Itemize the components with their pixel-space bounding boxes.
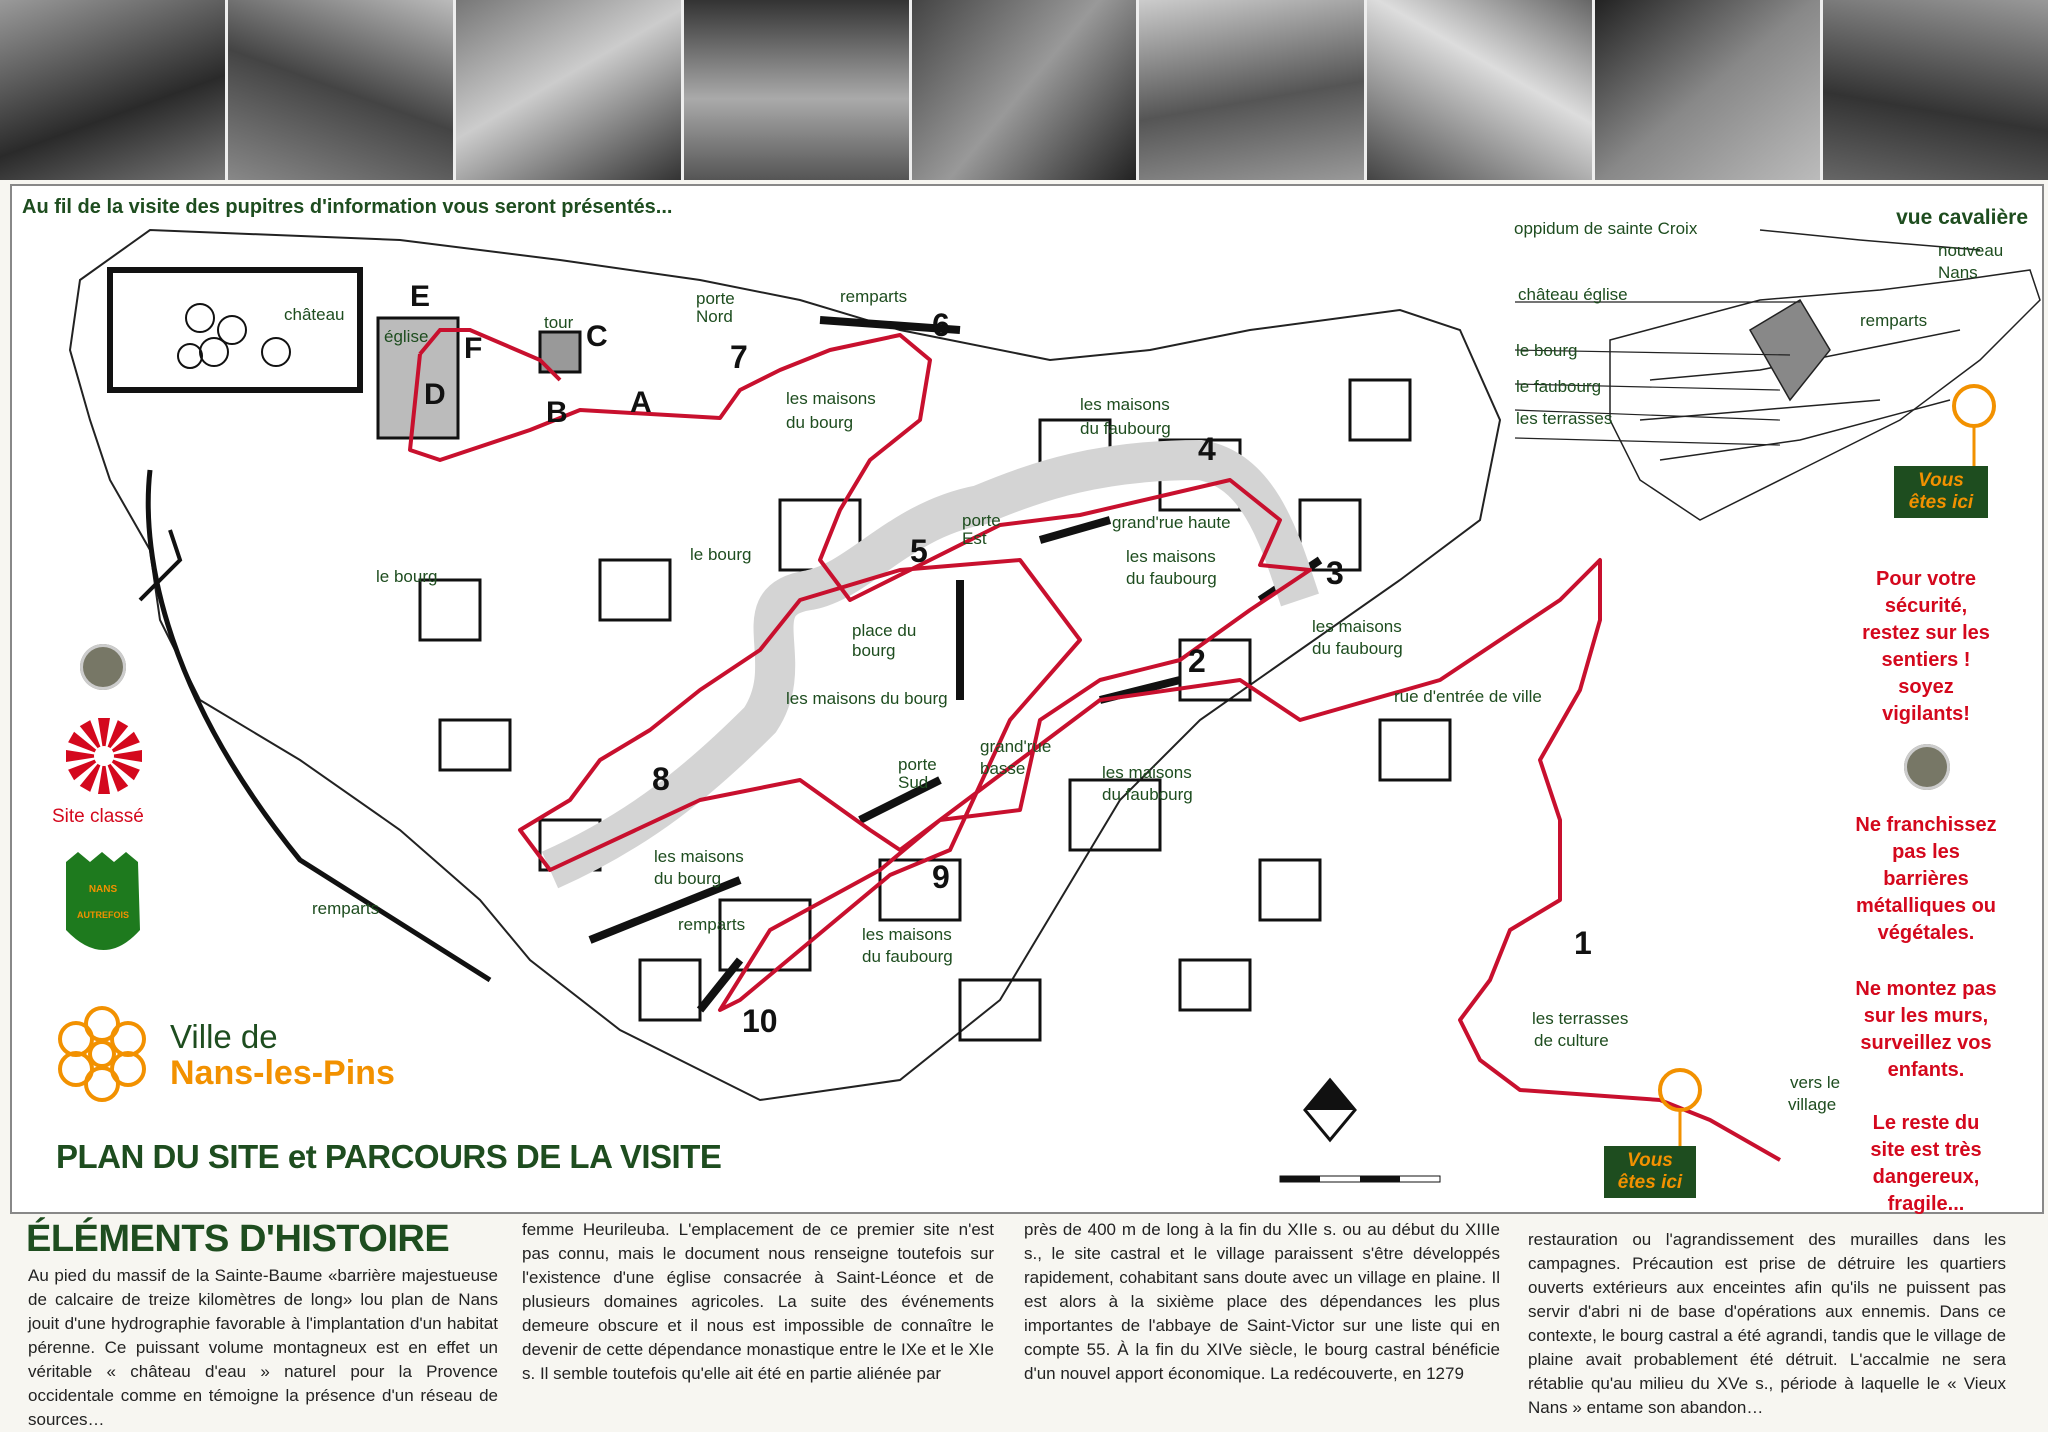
svg-text:êtes ici: êtes ici <box>1617 1172 1683 1193</box>
label-grand-rue-haute: grand'rue haute <box>1112 513 1231 532</box>
vue-label-terrasses: les terrasses <box>1516 409 1613 428</box>
label-porte-sud: Sud <box>898 773 929 792</box>
svg-text:NANS: NANS <box>88 884 118 895</box>
label-maisons-bourg: les maisons <box>786 389 876 408</box>
barrier-warning: Ne franchissez pas les barrières métalliques ou végétales. <box>1855 814 1997 944</box>
label-remparts: remparts <box>678 915 746 934</box>
history-section <box>0 1216 2048 1429</box>
vue-label-bourg: le bourg <box>1516 341 1578 360</box>
label-terrasses: les terrasses <box>1532 1009 1629 1028</box>
plaque-screw-icon <box>80 644 126 690</box>
label-vers-village: village <box>1788 1095 1837 1114</box>
stop-9: 9 <box>932 859 950 895</box>
label-maisons-faubourg: les maisons <box>1312 617 1402 636</box>
label-remparts: remparts <box>312 899 380 918</box>
label-porte-est: porte <box>962 511 1001 530</box>
letter-D: D <box>424 378 446 411</box>
label-chateau: château <box>284 305 345 324</box>
you-are-here-marker-bottom <box>1660 1070 1700 1110</box>
wall-segments <box>590 320 1320 1010</box>
stop-1: 1 <box>1574 925 1592 961</box>
history-column-2: femme Heurileuba. L'emplacement de ce premier site n'est pas connu, mais le document nous renseigne toutefois sur l'existence d'une église consacrée à Saint-Léonce et de plusieurs domaines agricoles. La suite des événements demeure obscure et il nous est impossible de connaître le devenir de cette dépendance monastique entre le IXe et le XIe s. Il semble toutefois qu'elle ait été en partie aliénée par <box>522 1220 994 1383</box>
ville-flower-logo-icon <box>60 1008 144 1100</box>
label-maisons-faubourg: les maisons <box>1080 395 1170 414</box>
north-arrow-icon <box>1305 1080 1355 1140</box>
label-maisons-faubourg: les maisons <box>1126 547 1216 566</box>
label-le-bourg: le bourg <box>690 545 752 564</box>
letter-F: F <box>464 332 483 365</box>
label-porte-est: Est <box>962 529 987 548</box>
history-column-1: Au pied du massif de la Sainte-Baume «barrière majestueuse de calcaire de treize kilomètres de long» lou plan de Nans jouit d'une hydrographie favorable à l'implantation d'un habitat pérenne. Ce puissant volume montagneux est en effet un véritable « château d'eau » naturel pour la Provence occidentale comme en témoigne la présence d'un réseau de sources… <box>28 1266 498 1429</box>
label-maisons-bourg: les maisons du bourg <box>786 689 948 708</box>
plaque-screw-icon <box>1904 744 1950 790</box>
you-are-here-badge-bottom <box>1604 1146 1696 1198</box>
label-remparts: remparts <box>840 287 908 306</box>
site-classe-icon <box>66 718 142 794</box>
label-place-bourg: bourg <box>852 641 896 660</box>
vue-label-nouveau: Nans <box>1938 263 1978 282</box>
stop-6: 6 <box>932 307 950 343</box>
stop-3: 3 <box>1326 555 1344 591</box>
label-porte-sud: porte <box>898 755 937 774</box>
ville-de-label: Ville de <box>170 1018 278 1055</box>
label-maisons-faubourg: du faubourg <box>1126 569 1217 588</box>
letter-E: E <box>410 280 431 313</box>
history-column-4: restauration ou l'agrandissement des murailles dans les campagnes. Précaution est prise de détruire les quartiers ouverts extérieurs aux enceintes afin qu'ils ne puissent pas servir d'abri ni de base d'opérations aux ennemis. Dans ce contexte, le bourg castral a été agrandi, tandis que le village de plaine avait probablement été détruit. L'accalmie ne sera rétablie qu'au milieu du XVe s., période à laquelle le « Vieux Nans » entame son abandon… <box>1528 1230 2006 1417</box>
stop-2: 2 <box>1188 643 1206 679</box>
label-maisons-faubourg: du faubourg <box>1080 419 1171 438</box>
label-maisons-faubourg: du faubourg <box>1102 785 1193 804</box>
castle-block <box>110 270 360 390</box>
label-maisons-bourg: du bourg <box>654 869 722 888</box>
site-classe-label: Site classé <box>52 806 144 827</box>
letter-A: A <box>630 386 652 419</box>
svg-text:êtes ici: êtes ici <box>1908 492 1974 513</box>
label-grand-rue-basse: basse <box>980 759 1026 778</box>
vue-label-oppidum: oppidum de sainte Croix <box>1514 219 1698 238</box>
castle-circles <box>178 304 290 368</box>
history-column-3: près de 400 m de long à la fin du XIIe s. ou au début du XIIIe s., le site castral et le village paraissent s'être développés rapidement, cohabitant sans doute avec un village en plaine. Il est alors à la sixième place des dépendances les plus importantes de l'abbaye de Saint-Victor sur une liste qui en compte 55. À la fin du XIVe siècle, le bourg castral bénéficie d'un nouvel apport économique. La redécouverte, en 1279 <box>1024 1220 1500 1383</box>
stop-4: 4 <box>1198 431 1216 467</box>
label-maisons-bourg: les maisons <box>654 847 744 866</box>
nans-autrefois-shield-icon <box>66 852 140 950</box>
vue-cavaliere-title: vue cavalière <box>1896 206 2028 229</box>
label-maisons-faubourg: du faubourg <box>1312 639 1403 658</box>
stop-8: 8 <box>652 761 670 797</box>
you-are-here-marker-top <box>1954 386 1994 426</box>
history-title: ÉLÉMENTS D'HISTOIRE <box>26 1218 450 1260</box>
letter-B: B <box>546 396 568 429</box>
label-le-bourg: le bourg <box>376 567 438 586</box>
vue-label-remparts: remparts <box>1860 311 1928 330</box>
stop-10: 10 <box>742 1003 778 1039</box>
stop-5: 5 <box>910 533 928 569</box>
label-rue-entree: rue d'entrée de ville <box>1394 687 1542 706</box>
label-maisons-faubourg: les maisons <box>1102 763 1192 782</box>
vue-label-chateau-eglise: château église <box>1518 285 1628 304</box>
plan-title: PLAN DU SITE et PARCOURS DE LA VISITE <box>56 1138 722 1175</box>
label-porte-nord: porte <box>696 289 735 308</box>
svg-text:Vous: Vous <box>1918 470 1964 491</box>
label-maisons-faubourg: les maisons <box>862 925 952 944</box>
svg-text:Vous: Vous <box>1627 1150 1673 1171</box>
letter-C: C <box>586 320 608 353</box>
walls-warning: Ne montez pas sur les murs, surveillez vos enfants. <box>1855 978 1997 1081</box>
label-terrasses: de culture <box>1534 1031 1609 1050</box>
label-maisons-bourg: du bourg <box>786 413 854 432</box>
vue-label-nouveau: nouveau <box>1938 241 2004 260</box>
label-maisons-faubourg: du faubourg <box>862 947 953 966</box>
danger-warning: Le reste du site est très dangereux, fragile... <box>1870 1112 1982 1215</box>
stop-7: 7 <box>730 339 748 375</box>
label-porte-nord: Nord <box>696 307 733 326</box>
vue-label-faubourg: le faubourg <box>1516 377 1602 396</box>
panel-subtitle: Au fil de la visite des pupitres d'information vous seront présentés... <box>22 196 673 218</box>
you-are-here-badge-top <box>1894 466 1988 518</box>
svg-text:AUTREFOIS: AUTREFOIS <box>76 910 130 920</box>
label-grand-rue-basse: grand'rue <box>980 737 1052 756</box>
safety-warning: Pour votre sécurité, restez sur les sentiers ! soyez vigilants! <box>1862 568 1990 725</box>
label-place-bourg: place du <box>852 621 917 640</box>
ville-name: Nans-les-Pins <box>170 1054 395 1092</box>
scale-bar <box>1280 1176 1440 1182</box>
label-tour: tour <box>544 313 574 332</box>
label-vers-village: vers le <box>1790 1073 1841 1092</box>
label-eglise: église <box>384 327 429 346</box>
